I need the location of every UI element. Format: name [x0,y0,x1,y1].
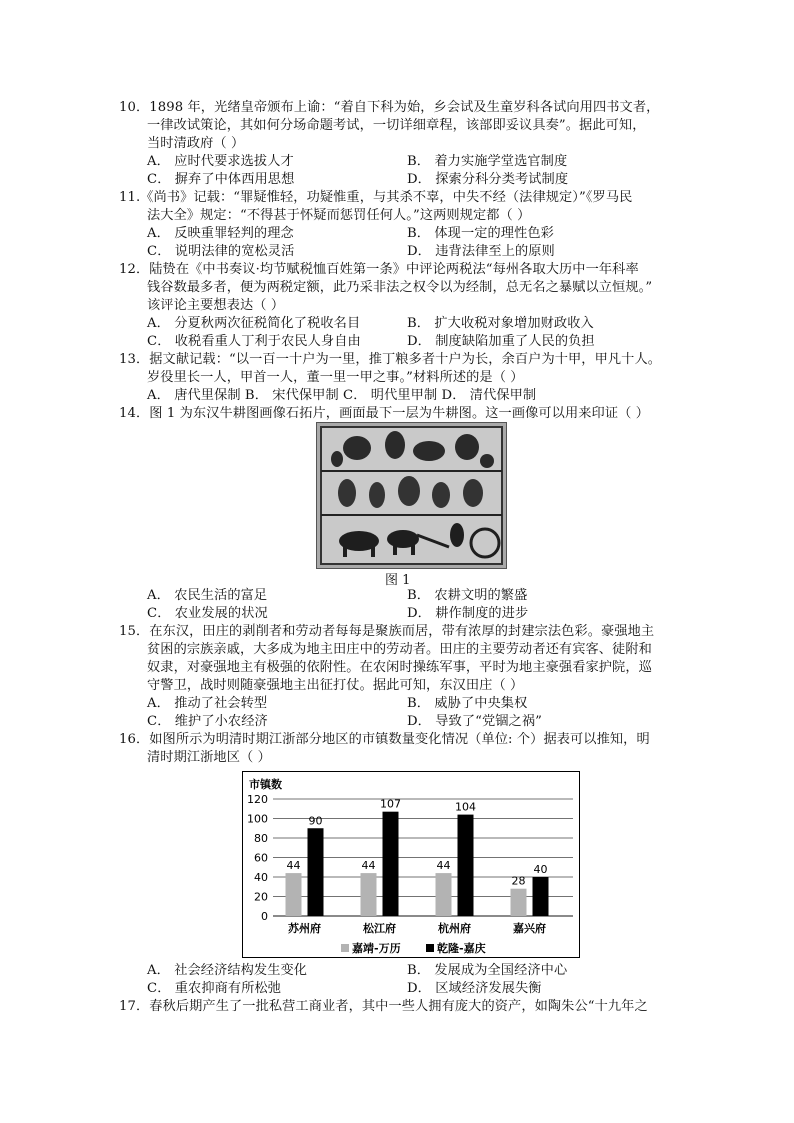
q14-option-d[interactable]: D． 耕作制度的进步 [407,606,529,621]
q14-stem-line1: 14．图 1 为东汉牛耕图画像石拓片，画面最下一层为牛耕图。这一画像可以用来印证（ ） [119,406,649,421]
q16-option-a[interactable]: A． 社会经济结构发生变化 [147,963,308,978]
q10-stem-line1: 10．1898 年，光绪皇帝颁布上谕：“着自下科为始，乡会试及生童岁科各试向用四书文者， [119,100,660,115]
legend-label: 乾隆-嘉庆 [437,942,486,955]
y-tick-label: 0 [261,910,268,923]
bar-value-label: 28 [511,874,526,888]
q11-stem-line2: 法大全》规定：“不得甚于怀疑而惩罚任何人。”这两则规定都（ ） [147,208,531,223]
x-category-label: 嘉兴府 [513,922,546,935]
q15-option-b[interactable]: B． 威胁了中央集权 [407,696,528,711]
bar-value-label: 90 [308,814,323,828]
q11-stem-line1: 11.《尚书》记载：“罪疑惟轻，功疑惟重，与其杀不辜，中失不经（法律规定）”《罗马民 [119,190,633,205]
q15-option-c[interactable]: C． 维护了小农经济 [147,714,268,729]
q12-stem-line3: 该评论主要想表达（ ） [147,298,285,313]
bar-松江府-1 [383,812,399,916]
q11-option-a[interactable]: A． 反映重罪轻判的理念 [147,226,294,241]
q10-option-c[interactable]: C． 摒弃了中体西用思想 [147,172,295,187]
y-tick-label: 100 [247,812,268,826]
q15-stem-line4: 守警卫，战时则随豪强地主出征打仗。据此可知，东汉田庄（ ） [147,678,524,693]
q11-option-c[interactable]: C． 说明法律的宽松灵活 [147,244,295,259]
q15-stem-line3: 奴隶，对豪强地主有极强的依附性。在农闲时操练军事，平时为地主豪强看家护院，巡 [147,660,652,675]
bar-value-label: 107 [380,797,401,811]
q12-stem-line1: 12．陆贽在《中书奏议·均节赋税恤百姓第一条》中评论两税法“每州各取大历中一年科率 [119,262,639,277]
q13-stem-line1: 13．据文献记载：“以一百一十户为一里，推丁粮多者十户为长，余百户为十甲，甲凡十人。 [119,352,662,367]
q14-option-b[interactable]: B． 农耕文明的繁盛 [407,588,528,603]
bar-苏州府-0 [286,873,302,916]
bar-value-label: 40 [533,863,548,876]
chart-ylabel: 市镇数 [249,778,282,791]
q12-option-a[interactable]: A． 分夏秋两次征税简化了税收名目 [147,316,361,331]
q16-stem-line2: 清时期江浙地区（ ） [147,750,271,765]
bar-value-label: 44 [361,859,376,873]
q16-stem-line1: 16．如图所示为明清时期江浙部分地区的市镇数量变化情况（单位: 个）据表可以推知，明 [119,732,650,747]
x-category-label: 苏州府 [288,922,321,935]
x-category-label: 杭州府 [438,922,471,935]
q12-option-c[interactable]: C． 收税看重人丁利于农民人身自由 [147,334,361,349]
q16-option-d[interactable]: D． 区域经济发展失衡 [407,981,542,996]
q17-stem-line1: 17．春秋后期产生了一批私营工商业者，其中一些人拥有庞大的资产，如陶朱公“十九年之 [119,999,648,1014]
bar-value-label: 44 [286,859,301,873]
q12-option-d[interactable]: D． 制度缺陷加重了人民的负担 [407,334,595,349]
y-tick-label: 20 [254,890,268,904]
q10-option-d[interactable]: D． 探索分科分类考试制度 [407,172,569,187]
bar-松江府-0 [361,873,377,916]
bar-嘉兴府-0 [511,889,527,916]
q16-option-b[interactable]: B． 发展成为全国经济中心 [407,963,568,978]
q15-option-d[interactable]: D． 导致了“党锢之祸” [407,714,542,729]
x-category-label: 松江府 [363,922,396,935]
legend-swatch [426,944,434,952]
bar-value-label: 44 [436,859,451,873]
q16-option-c[interactable]: C． 重农抑商有所松弛 [147,981,282,996]
q15-stem-line1: 15．在东汉，田庄的剥削者和劳动者每每是聚族而居，带有浓厚的封建宗法色彩。豪强地主 [119,624,655,639]
y-tick-label: 40 [254,871,268,884]
q11-option-d[interactable]: D． 违背法律至上的原则 [407,244,555,259]
legend-label: 嘉靖-万历 [352,942,401,955]
q14-option-c[interactable]: C． 农业发展的状况 [147,606,268,621]
market-town-bar-chart [242,771,580,958]
q10-stem-line3: 当时清政府（ ） [147,136,245,151]
q10-stem-line2: 一律改试策论，其如何分场命题考试，一切详细章程，该部即妥议具奏”。据此可知， [147,118,646,133]
q11-option-b[interactable]: B． 体现一定的理性色彩 [407,226,554,241]
q12-option-b[interactable]: B． 扩大收税对象增加财政收入 [407,316,594,331]
q12-stem-line2: 钱谷数最多者，便为两税定额，此乃采非法之权令以为经制，总无名之暴赋以立恒规。” [147,280,653,295]
han-stone-rubbing-image [316,422,507,569]
y-tick-label: 60 [254,851,268,865]
bar-杭州府-1 [458,815,474,916]
bar-苏州府-1 [308,828,324,916]
q10-option-b[interactable]: B． 着力实施学堂选官制度 [407,154,568,169]
legend-swatch [341,944,349,952]
bar-value-label: 104 [455,800,476,814]
q13-options[interactable]: A． 唐代里保制 B． 宋代保甲制 C． 明代里甲制 D． 清代保甲制 [147,388,537,403]
q15-stem-line2: 贫困的宗族亲戚，大多成为地主田庄中的劳动者。田庄的主要劳动者还有宾客、徒附和 [147,642,652,657]
bar-杭州府-0 [436,873,452,916]
figure-1-caption: 图 1 [385,573,411,588]
q10-option-a[interactable]: A． 应时代要求选拔人才 [147,154,294,169]
y-tick-label: 120 [247,793,268,806]
q15-option-a[interactable]: A． 推动了社会转型 [147,696,268,711]
q14-option-a[interactable]: A． 农民生活的富足 [147,588,268,603]
y-tick-label: 80 [254,832,268,845]
q13-stem-line2: 岁役里长一人，甲首一人，董一里一甲之事。”材料所述的是（ ） [147,370,524,385]
bar-嘉兴府-1 [533,877,549,916]
